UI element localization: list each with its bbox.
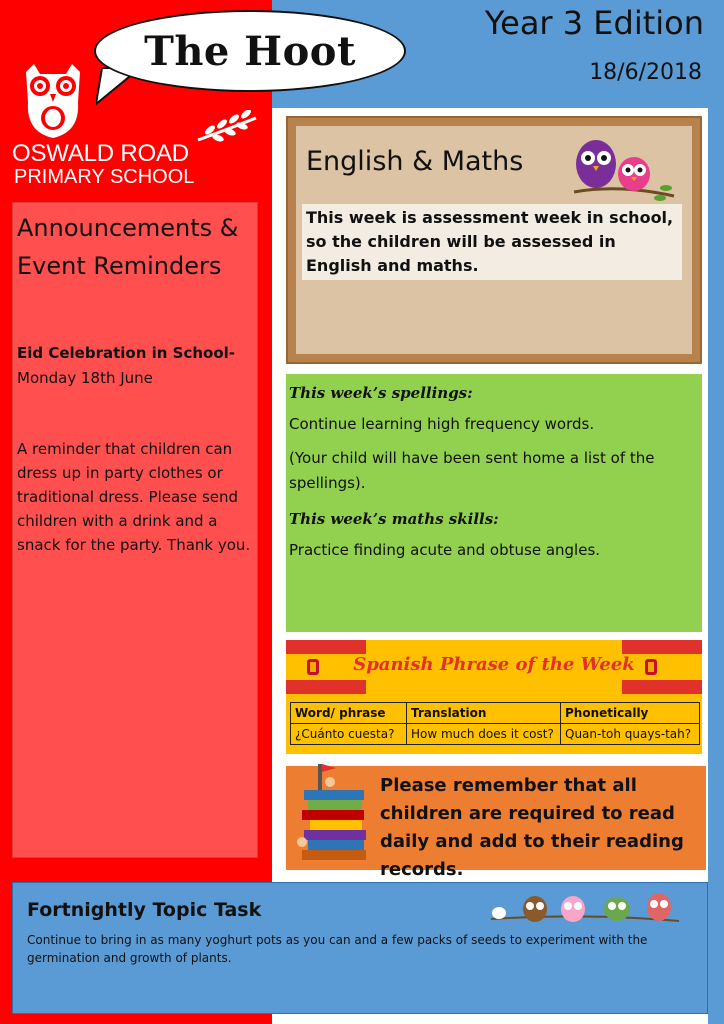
book-stack-icon [296,760,376,872]
spanish-panel [286,640,702,754]
reading-panel [286,766,706,880]
laurel-icon [196,110,258,146]
announcements-panel [12,202,258,858]
newsletter-title: The Hoot [144,27,356,75]
topic-title: Fortnightly Topic Task [27,899,262,921]
edition-label: Year 3 Edition [484,4,704,42]
table-cell: How much does it cost? [407,724,561,745]
spellings-line2: (Your child will have been sent home a list of the spellings). [289,449,655,492]
spellings-heading: This week’s spellings: [289,384,473,402]
table-row [291,724,700,745]
event-date: Monday 18th June [17,369,153,387]
flag-stripe [286,640,366,654]
topic-panel [12,882,708,1014]
school-name-line1: OSWALD ROAD [12,140,189,167]
table-cell: Quan-toh quays-tah? [561,724,700,745]
right-strip [708,108,724,1024]
reading-reminder: Please remember that all children are required to read daily and add to their reading records. [380,775,684,880]
issue-date: 18/6/2018 [589,60,702,85]
english-maths-text: This week is assessment week in school, so the children will be assessed in English and maths. [302,204,682,280]
spanish-title: Spanish Phrase of the Week [353,654,635,675]
owl-logo-icon [18,62,88,140]
spellings-line1: Continue learning high frequency words. [289,415,595,433]
column-header: Translation [407,703,561,724]
spanish-table [290,702,700,745]
event-heading: Eid Celebration in School- [17,344,236,362]
flag-stripe [622,680,702,694]
flag-stripe [622,640,702,654]
maths-skills-text: Practice finding acute and obtuse angles. [289,541,601,559]
english-maths-title: English & Maths [306,146,524,177]
column-header: Phonetically [561,703,700,724]
maths-skills-heading: This week’s maths skills: [289,510,499,528]
topic-text: Continue to bring in as many yoghurt pots as you can and a few packs of seeds to experiment with the germination and growth of plants. [27,933,648,965]
announcement-body: A reminder that children can dress up in party clothes or traditional dress. Please send children with a drink and a snack for the party. Thank you. [17,440,251,554]
announcements-title: Announcements & Event Reminders [17,214,239,280]
english-maths-board [286,116,702,364]
owls-on-branch-icon [570,134,680,208]
flag-stripe [286,680,366,694]
table-header-row [291,703,700,724]
school-name-line2: PRIMARY SCHOOL [14,166,195,188]
owls-on-branch-icon [487,887,683,929]
title-bubble [94,10,406,92]
spellings-panel [286,374,702,632]
table-cell: ¿Cuánto cuesta? [291,724,407,745]
column-header: Word/ phrase [291,703,407,724]
